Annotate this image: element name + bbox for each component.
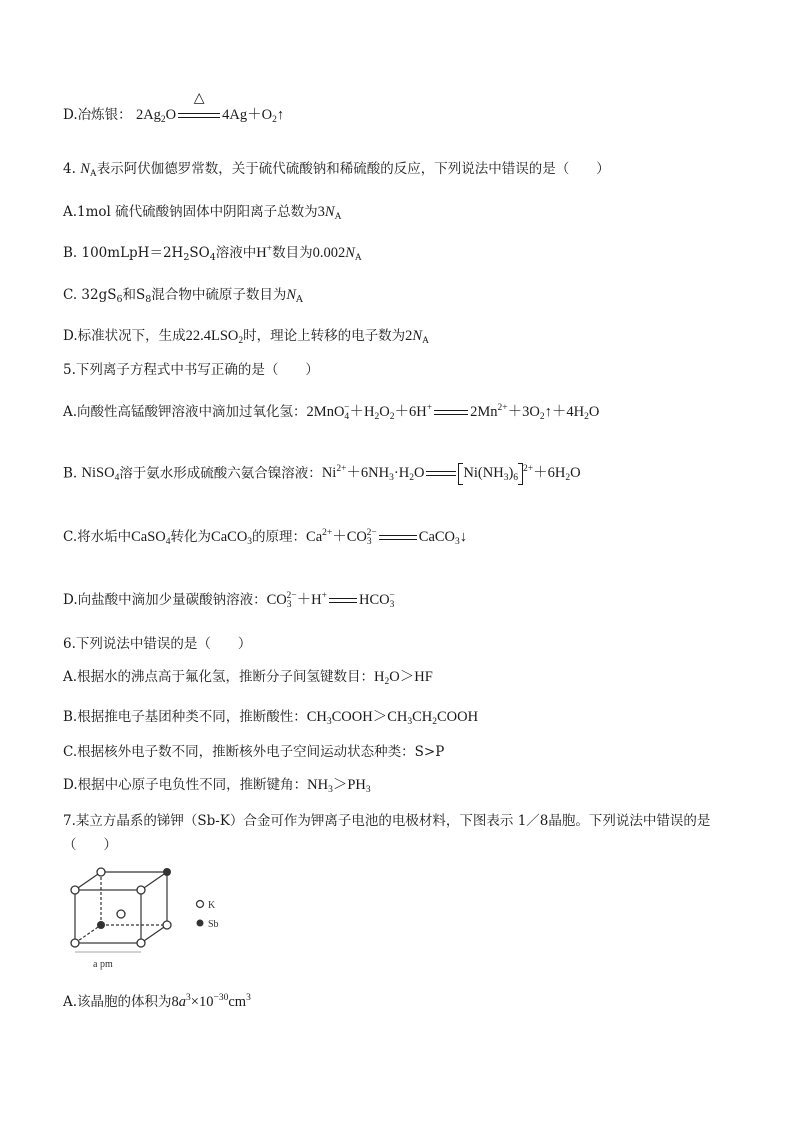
option-text: B.根据推电子基团种类不同，推断酸性： [63, 709, 307, 725]
option-text: D.标准状况下，生成 [63, 328, 186, 344]
axis-label: a pm [93, 959, 113, 970]
q4-option-c: C. $32gS_6$和$S_8$混合物中硫原子数目为$N_A$ [63, 287, 303, 305]
k-atom [137, 939, 145, 947]
option-text: D.向盐酸中滴加少量碳酸钠溶液： [63, 592, 267, 608]
value: $3N_A$ [317, 204, 342, 222]
heat-equals-arrow [178, 90, 220, 121]
avogadro-symbol: $N_A$ [80, 161, 97, 179]
q5-option-a [63, 402, 599, 422]
q7-stem [63, 809, 733, 857]
option-text: B. 100mLpH＝2H [63, 245, 184, 261]
k-atom [163, 921, 171, 929]
equation: $2Ag_2O$ △ $4Ag+O_2↑$ [135, 90, 285, 125]
heat-condition: △ [193, 90, 205, 106]
option-text: D.根据中心原子电负性不同，推断键角： [63, 777, 308, 793]
option-text: 溶液中 [215, 245, 257, 261]
q5-option-b: B. NiSO$_4$溶于氨水形成硫酸六氨合镍溶液：$Ni^{2+}+6NH_3\cdot H_2O$ $Ni(NH_3)_6^{2+}+6H_2O$ [63, 464, 581, 484]
q5-stem [63, 360, 319, 380]
option-text: C.根据核外电子数不同，推断核外电子空间运动状态种类：S>P [63, 744, 445, 760]
k-atom [97, 868, 105, 876]
option-text: A.向酸性高锰酸钾溶液中滴加过氧化氢： [63, 404, 307, 420]
option-text: A.该晶胞的体积为 [63, 994, 172, 1010]
sb-atom [97, 921, 105, 929]
stem-text: 表示阿伏伽德罗常数，关于硫代硫酸钠和稀硫酸的反应，下列说法中错误的是（ ） [96, 161, 610, 177]
option-label: D.冶炼银： [63, 107, 132, 123]
q4-option-b: B. $100mLpH=2H_2SO_4$溶液中H+数目为$0.002N_A$ [63, 244, 362, 263]
q5-option-c: C.将水垢中CaSO$_4$转化为CaCO$_3$的原理：$Ca^{2+}+CO_3^{2-}$ CaCO$_3$↓ [63, 528, 468, 547]
stem-text: 5.下列离子方程式中书写正确的是（ ） [63, 362, 319, 378]
question-number: 4. [63, 161, 76, 177]
crystal-cell-figure [63, 862, 233, 974]
option-text: B. [63, 465, 78, 482]
q4-stem [63, 159, 610, 179]
k-atom [71, 886, 79, 894]
option-text: 混合物中硫原子数目为 [151, 287, 287, 303]
k-atom [137, 886, 145, 894]
equation: $2MnO_4^-+H_2O_2+6H^+$ $2Mn^{2+}+3O_2↑+4H_2O$ [306, 403, 600, 422]
option-text: C.将水垢中 [63, 529, 132, 545]
option-text: A.1mol 硫代硫酸钠固体中阴阳离子总数为 [63, 204, 318, 220]
sb-legend-icon [197, 920, 204, 927]
option-text: A.根据水的沸点高于氟化氢，推断分子间氢键数目： [63, 669, 375, 685]
stem-text: 6.下列说法中错误的是（ ） [63, 636, 252, 652]
q4-option-a [63, 202, 341, 222]
sb-atom [163, 868, 171, 876]
option-text: 时，理论上转移的电子数为 [243, 328, 406, 344]
q6-option-b: B.根据推电子基团种类不同，推断酸性：$CH_3COOH>CH_3CH_2COOH$ [63, 709, 479, 727]
equation: $Ca^{2+}+CO_3^{2-}$ CaCO$_3$↓ [306, 528, 468, 547]
k-atom [117, 910, 125, 918]
q4-option-d: D.标准状况下，生成$22.4LSO_2$时，理论上转移的电子数为$2N_A$ [63, 328, 429, 346]
option-text: 转化为 [170, 529, 212, 545]
option-text: 数目为 [272, 245, 313, 261]
q5-option-d [63, 590, 395, 610]
equation: $Ni^{2+}+6NH_3\cdot H_2O$ $Ni(NH_3)_6^{2+}+6H_2O$ [321, 464, 581, 484]
legend-k: K [208, 900, 216, 911]
q6-option-a: A.根据水的沸点高于氟化氢，推断分子间氢键数目：$H_2O>HF$ [63, 669, 433, 687]
q3-option-d [63, 90, 285, 125]
legend-sb: Sb [208, 919, 219, 930]
stem-text: 7.某立方晶系的锑钾（Sb-K）合金可作为钾离子电池的电极材料，下图表示 1／8晶胞。下列说法中错误的是（ ） [63, 813, 711, 853]
q6-option-d: D.根据中心原子电负性不同，推断键角：$NH_3>PH_3$ [63, 777, 371, 795]
option-text: 的原理： [252, 529, 307, 545]
equation: $CO_3^{2-}+H^+$ $HCO_3^-$ [266, 591, 395, 610]
q7-option-a: A.该晶胞的体积为$8a^3\times 10^{-30}cm^3$ [63, 993, 251, 1010]
q6-stem [63, 634, 251, 654]
k-legend-icon [197, 901, 204, 908]
option-text: C. 32gS [63, 287, 117, 303]
k-atom [71, 939, 79, 947]
option-text: 和 [122, 287, 137, 303]
option-text: 溶于氨水形成硫酸六氨合镍溶液： [119, 465, 322, 482]
q6-option-c [63, 742, 444, 762]
